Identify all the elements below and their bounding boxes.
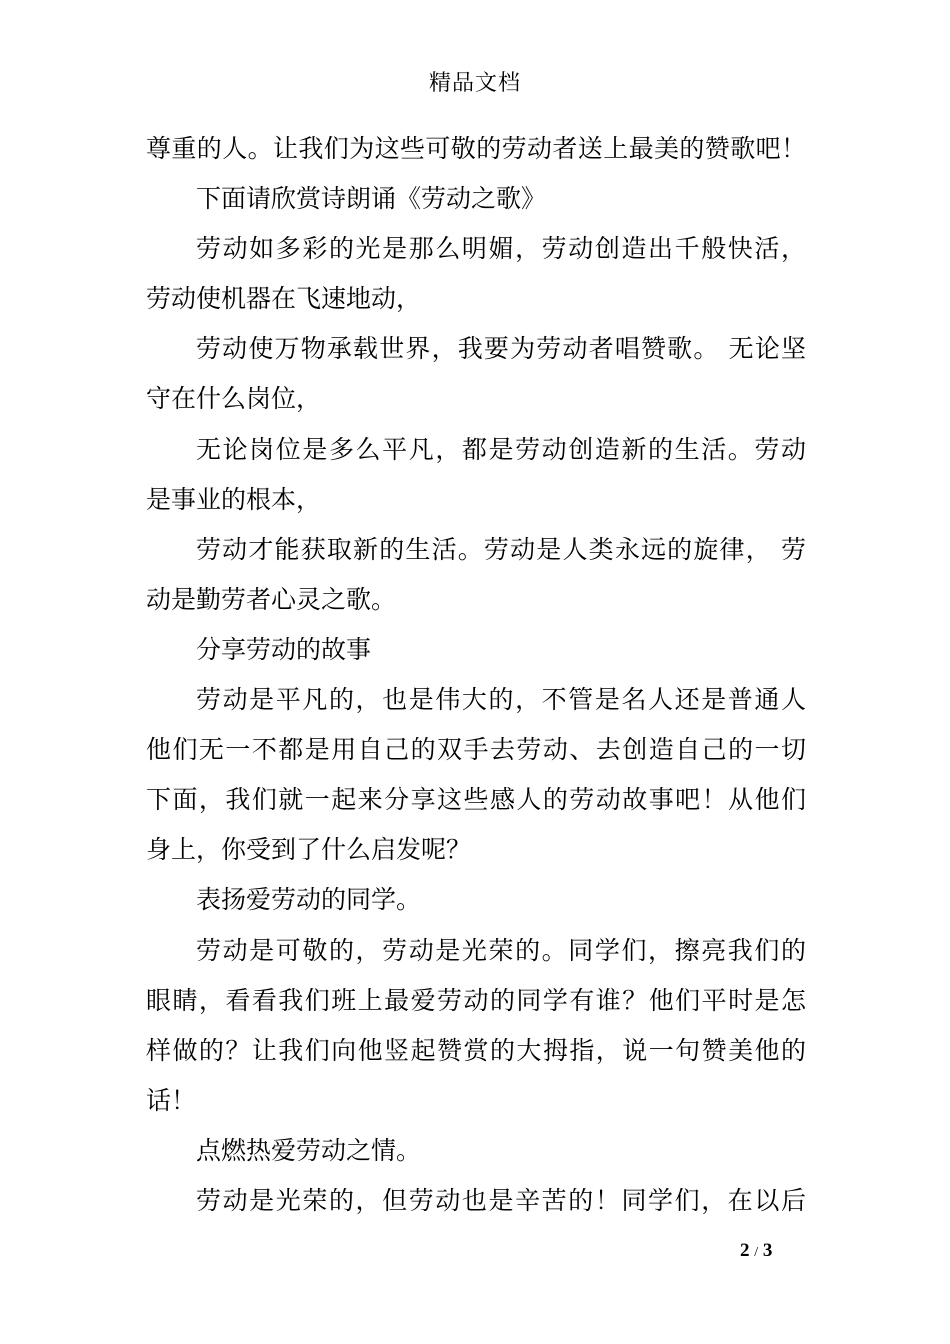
text-line: 分享劳动的故事	[196, 634, 372, 664]
text-line: 话！	[146, 1085, 197, 1115]
page-header	[0, 66, 950, 102]
text-line: 尊重的人。让我们为这些可敬的劳动者送上最美的赞歌吧！	[146, 134, 806, 163]
text-line: 劳动是可敬的，劳动是光荣的。同学们，擦亮我们的	[196, 935, 806, 965]
text-line: 劳动使万物承载世界，我要为劳动者唱赞歌。 无论坚	[196, 334, 806, 364]
text-line: 劳动才能获取新的生活。劳动是人类永远的旋律， 劳	[196, 534, 806, 564]
header-title: 精品文档	[428, 71, 521, 96]
document-body	[146, 127, 806, 1229]
text-line: 眼睛，看看我们班上最爱劳动的同学有谁？他们平时是怎	[146, 985, 806, 1015]
text-line: 身上，你受到了什么启发呢？	[146, 835, 472, 865]
text-line: 无论岗位是多么平凡，都是劳动创造新的生活。劳动	[196, 434, 806, 464]
text-line: 守在什么岗位，	[146, 384, 322, 414]
page-separator: /	[754, 1245, 759, 1260]
page-number	[740, 1236, 772, 1268]
text-line: 劳动使机器在飞速地动，	[146, 284, 422, 314]
text-line: 点燃热爱劳动之情。	[196, 1135, 422, 1165]
text-line: 劳动是平凡的，也是伟大的，不管是名人还是普通人	[196, 685, 806, 715]
text-line: 动是勤劳者心灵之歌。	[146, 584, 397, 614]
text-line: 下面，我们就一起来分享这些感人的劳动故事吧！从他们	[146, 785, 806, 815]
page-total: 3	[762, 1240, 773, 1261]
text-line: 样做的？让我们向他竖起赞赏的大拇指，说一句赞美他的	[146, 1035, 806, 1065]
text-line: 劳动是光荣的，但劳动也是辛苦的！同学们，在以后	[196, 1185, 806, 1215]
text-line: 表扬爱劳动的同学。	[196, 885, 422, 915]
text-line: 劳动如多彩的光是那么明媚，劳动创造出千般快活，	[196, 234, 806, 264]
page-current: 2	[740, 1240, 750, 1261]
text-line: 他们无一不都是用自己的双手去劳动、去创造自己的一切	[146, 735, 806, 765]
text-line: 是事业的根本，	[146, 484, 322, 514]
text-line: 下面请欣赏诗朗诵《劳动之歌》	[196, 184, 547, 214]
